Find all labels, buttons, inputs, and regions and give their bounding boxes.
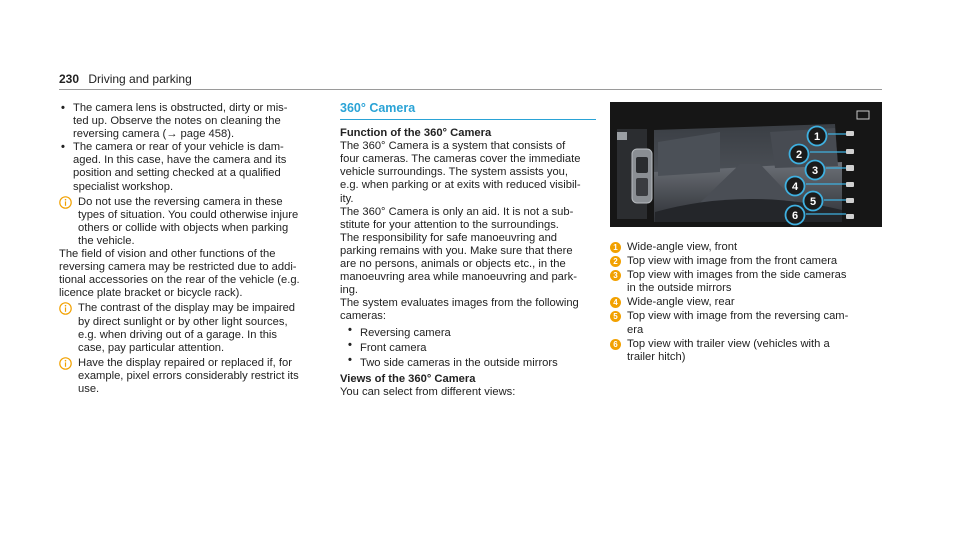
note-contrast (59, 302, 321, 354)
line: the vehicle. (78, 234, 135, 247)
paragraph-aid (340, 206, 596, 298)
line: case, pay particular attention. (78, 341, 225, 354)
line: The 360° Camera is a system that consists of (340, 140, 566, 153)
subheading-function: Function of the 360° Camera (340, 127, 492, 140)
callout-6: 6 (791, 210, 799, 222)
view-item (610, 269, 882, 295)
bullet-marker: • (61, 141, 65, 154)
paragraph-cameras-intro (340, 297, 596, 323)
section-title: 360° Camera (340, 102, 596, 120)
line: parking remains with you. Make sure that there (340, 244, 573, 257)
line: position and setting checked at a qualified (73, 167, 281, 180)
view-item (610, 338, 882, 364)
line: The camera or rear of your vehicle is dam- (73, 141, 284, 154)
views-intro: You can select from different views: (340, 385, 516, 398)
middle-column (340, 102, 596, 399)
line: e.g. when driving out of a garage. In this (78, 328, 278, 341)
camera-list-item (346, 354, 596, 372)
line: licence plate bracket or bicycle rack). (59, 287, 243, 300)
page-header (59, 72, 192, 86)
camera-view-illustration (610, 102, 882, 227)
view-number-badge: 1 (610, 242, 621, 253)
line: trailer hitch) (627, 350, 686, 363)
view-number-badge: 2 (610, 256, 621, 267)
view-item (610, 296, 882, 309)
line: reversing camera may be restricted due to addi- (59, 261, 297, 274)
note-do-not-use (59, 196, 321, 248)
line: aged. In this case, have the camera and its (73, 154, 287, 167)
views-list (610, 241, 882, 364)
bullet-marker: • (61, 102, 65, 114)
camera-name: Two side cameras in the outside mirrors (360, 356, 558, 369)
camera-name: Reversing camera (360, 326, 451, 339)
view-item (610, 255, 882, 268)
line: Top view with image from the front camera (627, 255, 838, 268)
info-icon (59, 357, 72, 370)
line: manoeuvring area while manoeuvring and park- (340, 271, 577, 284)
view-number-badge: 6 (610, 339, 621, 350)
subheading-views: Views of the 360° Camera (340, 372, 476, 385)
view-number-badge: 3 (610, 270, 621, 281)
header-divider (59, 89, 882, 90)
view-item (610, 310, 882, 336)
paragraph-field-of-vision (59, 248, 321, 300)
line: The contrast of the display may be impaired (78, 302, 296, 315)
bullet-marker: • (348, 353, 352, 366)
line: types of situation. You could otherwise injure (78, 208, 299, 221)
line: ity. (340, 192, 354, 205)
line: The field of vision and other functions of the (59, 248, 276, 261)
callout-3: 3 (811, 165, 819, 177)
line: stitute for your attention to the surroundings. (340, 218, 559, 231)
line: in the outside mirrors (627, 282, 732, 295)
bullet-camera-damaged (59, 141, 321, 193)
bullet-marker: • (348, 323, 352, 336)
paragraph-system (340, 140, 596, 205)
line: tional accessories on the rear of the vehicle (e.g. (59, 274, 300, 287)
callout-1: 1 (813, 131, 821, 143)
view-number-badge: 4 (610, 297, 621, 308)
line: Top view with trailer view (vehicles with a (627, 337, 830, 350)
line: Wide-angle view, front (627, 241, 738, 253)
note-display-repair (59, 357, 321, 396)
line: vehicle surroundings. The system assists you, (340, 166, 568, 179)
line: The responsibility for safe manoeuvring and (340, 231, 558, 244)
view-item (610, 241, 882, 254)
line: Wide-angle view, rear (627, 296, 735, 309)
callout-2: 2 (795, 149, 803, 161)
camera-name: Front camera (360, 341, 427, 354)
line: example, pixel errors considerably restrict its (78, 369, 299, 382)
page-number: 230 (59, 72, 80, 86)
line: specialist workshop. (73, 180, 174, 193)
line: era (627, 323, 644, 336)
callout-4: 4 (791, 181, 799, 193)
right-column (610, 102, 882, 365)
line: The system evaluates images from the following (340, 297, 579, 310)
left-column (59, 102, 321, 396)
info-icon (59, 302, 72, 315)
callout-5: 5 (809, 196, 817, 208)
line: others or collide with objects when parking (78, 221, 289, 234)
line: e.g. when parking or at exits with reduced visibil- (340, 179, 581, 192)
line: The 360° Camera is only an aid. It is not a sub- (340, 205, 574, 218)
line: ing. (340, 284, 359, 297)
line: cameras: (340, 310, 387, 323)
line: are no persons, animals or objects etc., in the (340, 258, 566, 271)
line: reversing camera (→ page 458). (73, 128, 235, 141)
bullet-marker: • (348, 338, 352, 351)
camera-screen-image (610, 102, 882, 227)
line: Top view with images from the side cameras (627, 269, 847, 282)
view-number-badge: 5 (610, 311, 621, 322)
bullet-camera-obstructed (59, 102, 321, 141)
section-name: Driving and parking (88, 72, 192, 86)
line: by direct sunlight or by other light sources, (78, 315, 288, 328)
line: Do not use the reversing camera in these (78, 195, 283, 208)
line: use. (78, 382, 100, 395)
line: The camera lens is obstructed, dirty or mis- (73, 102, 288, 114)
line: ted up. Observe the notes on cleaning the (73, 115, 281, 128)
line: four cameras. The cameras cover the immediate (340, 153, 581, 166)
info-icon (59, 196, 72, 209)
line: Top view with image from the reversing cam- (627, 310, 849, 323)
line: Have the display repaired or replaced if, for (78, 356, 292, 369)
